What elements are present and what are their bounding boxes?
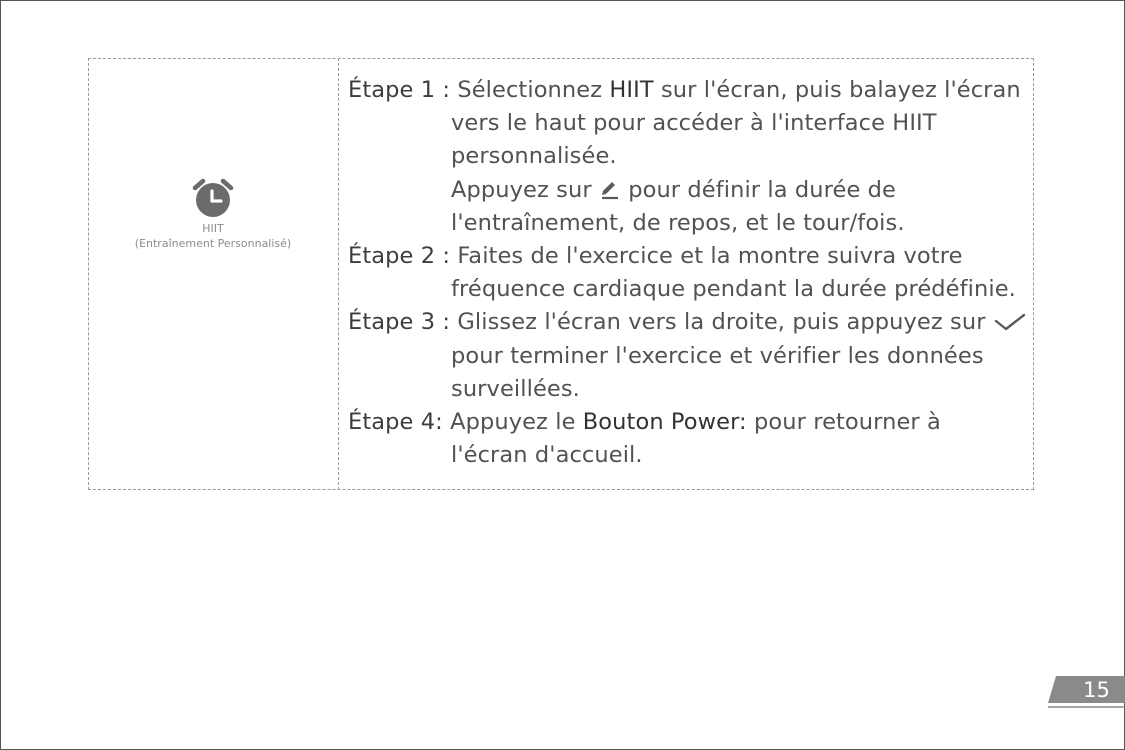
steps-list [348,74,1038,472]
hiit-keyword: HIIT [609,77,654,103]
hiit-icon-panel [88,175,338,251]
step-1-line-3: personnalisée. [451,143,617,170]
step-1 [348,74,1038,240]
step-1-line-4: Appuyez sur pour définir la durée de [451,176,896,203]
hiit-label: HIIT [202,222,224,235]
page-number-text: 15 [1083,678,1110,702]
step-1-line-1: Sélectionnez HIIT sur l'écran, puis balayez l'écran [457,77,1021,103]
power-button-keyword: Bouton Power: [582,409,747,436]
step-3-label: Étape 3 : [348,309,451,336]
step-4-line-2: l'écran d'accueil. [451,442,643,469]
hiit-sublabel: (Entraînement Personnalisé) [134,237,292,250]
step-1-line-5: l'entraînement, de repos, et le tour/fois. [451,209,905,236]
edit-pencil-icon [599,180,621,200]
step-3-line-1: Glissez l'écran vers la droite, puis appuyez sur [450,306,1027,339]
card-divider [338,58,339,490]
step-4-label: Étape 4: [348,409,443,436]
step-4-line-1: Appuyez le Bouton Power: pour retourner à [450,409,941,436]
step-1-label: Étape 1 : [348,77,451,103]
step-3 [348,306,1038,406]
step-2 [348,240,1038,306]
step-4 [348,406,1038,472]
step-2-line-1: Faites de l'exercice et la montre suivra votre [457,243,963,270]
step-2-label: Étape 2 : [348,243,451,270]
step-2-line-2: fréquence cardiaque pendant la durée prédéfinie. [451,276,1016,303]
alarm-clock-icon [190,175,236,221]
step-1-line-2: vers le haut pour accéder à l'interface HIIT [451,110,937,137]
page-number [1048,676,1125,708]
step-3-line-2: pour terminer l'exercice et vérifier les données [451,342,984,369]
checkmark-icon [993,312,1027,332]
step-3-line-3: surveillées. [451,375,580,402]
